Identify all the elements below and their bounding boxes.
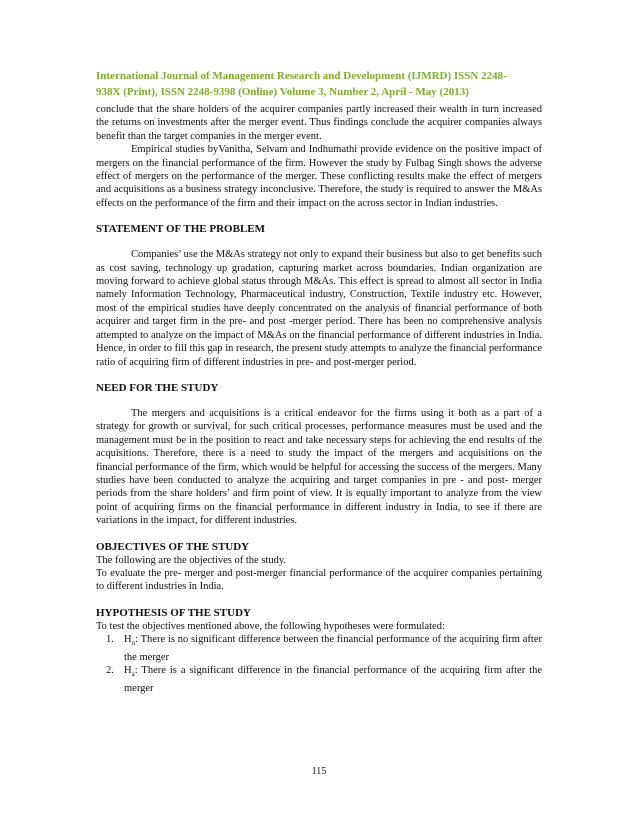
hypothesis-item-number: 1. xyxy=(106,634,114,646)
hypothesis-heading: HYPOTHESIS OF THE STUDY xyxy=(96,606,251,619)
objectives-heading: OBJECTIVES OF THE STUDY xyxy=(96,540,250,553)
problem-heading: STATEMENT OF THE PROBLEM xyxy=(96,223,266,236)
hypothesis-list xyxy=(96,633,542,695)
hypothesis-item-number: 2. xyxy=(106,665,114,677)
hypothesis-text: : There is a significant difference in the financial performance of the acquiring firm after the merger xyxy=(124,665,542,694)
hypothesis-intro: To test the objectives mentioned above, the following hypotheses were formulated: xyxy=(96,620,445,632)
hypothesis-item xyxy=(96,633,542,664)
hypothesis-subscript: a xyxy=(131,670,135,679)
header-line-1: International Journal of Management Research and Development (IJMRD) ISSN 2248- xyxy=(96,70,507,82)
need-heading: NEED FOR THE STUDY xyxy=(96,381,219,394)
hypothesis-subscript: o xyxy=(131,639,136,648)
article-body xyxy=(96,103,542,695)
objectives-line-2: To evaluate the pre- merger and post-merger financial performance of the acquirer companies pertaining to different industries in India. xyxy=(96,567,542,593)
hypothesis-symbol: H xyxy=(124,665,132,677)
intro-paragraph-2: Empirical studies byVanitha, Selvam and Indhumathi provide evidence on the positive impact of mergers on the financial performance of the firm. However the study by Fulbag Singh shows the adverse effect of mergers on the performance of the merger. These conflicting results make the effect of mergers and acquisitions as a business strategy inconclusive. Therefore, the study is required to answer the M&As effects on the performance of the firm and their impact on the across sector in Indian industries. xyxy=(96,144,542,209)
hypothesis-text: : There is no significant difference between the financial performance of the acquiring firm after the merger xyxy=(124,634,542,663)
intro-paragraph-1: conclude that the share holders of the acquirer companies partly increased their wealth in turn increased the returns on investments after the merger event. Thus findings conclude the acquirer companies always benefit than the target companies in the merger event. xyxy=(96,104,542,142)
page-number: 115 xyxy=(311,766,327,777)
problem-paragraph: Companies’ use the M&As strategy not only to expand their business but also to get benefits such as cost saving, technology up gradation, capturing market across boundaries. Indian organization are moving forward to achieve global status through M&As. This effect is spread to almost all sector in India namely Information Technology, Pharmaceutical industry, Construction, Textile industry etc. However, most of the empirical studies have deeply concentrated on the analysis of financial performance of both acquirer and target firm in the pre- and post -merger period. There has been no comprehensive analysis attempted to analyze on the impact of M&As on the financial performance of different industries in India. Hence, in order to fill this gap in research, the present study attempts to analyze the financial performance ratio of acquiring firm of different industries in pre- and post-merger period. xyxy=(96,249,542,368)
hypothesis-symbol: H xyxy=(124,634,132,646)
journal-header xyxy=(96,68,548,100)
objectives-line-1: The following are the objectives of the study. xyxy=(96,554,287,566)
hypothesis-item xyxy=(96,664,542,695)
header-line-2: 938X (Print), ISSN 2248-9398 (Online) Volume 3, Number 2, April - May (2013) xyxy=(96,86,469,98)
need-paragraph: The mergers and acquisitions is a critical endeavor for the firms using it both as a part of a strategy for growth or survival, for such critical processes, performance measures must be used and the management must be in the position to react and take necessary steps for achieving the end results of the acquisitions. Therefore, there is a need to study the impact of the mergers and acquisitions on the financial performance of the firm, which would be helpful for accessing the success of the mergers. Many studies have been conducted to analyze the acquiring and target companies in pre - and post- merger periods from the share holders’ and firm point of view. It is equally important to analyze from the view point of acquiring firms on the financial performance in different industry in India, to see if there are variations in the impact, for different industries. xyxy=(96,407,542,527)
